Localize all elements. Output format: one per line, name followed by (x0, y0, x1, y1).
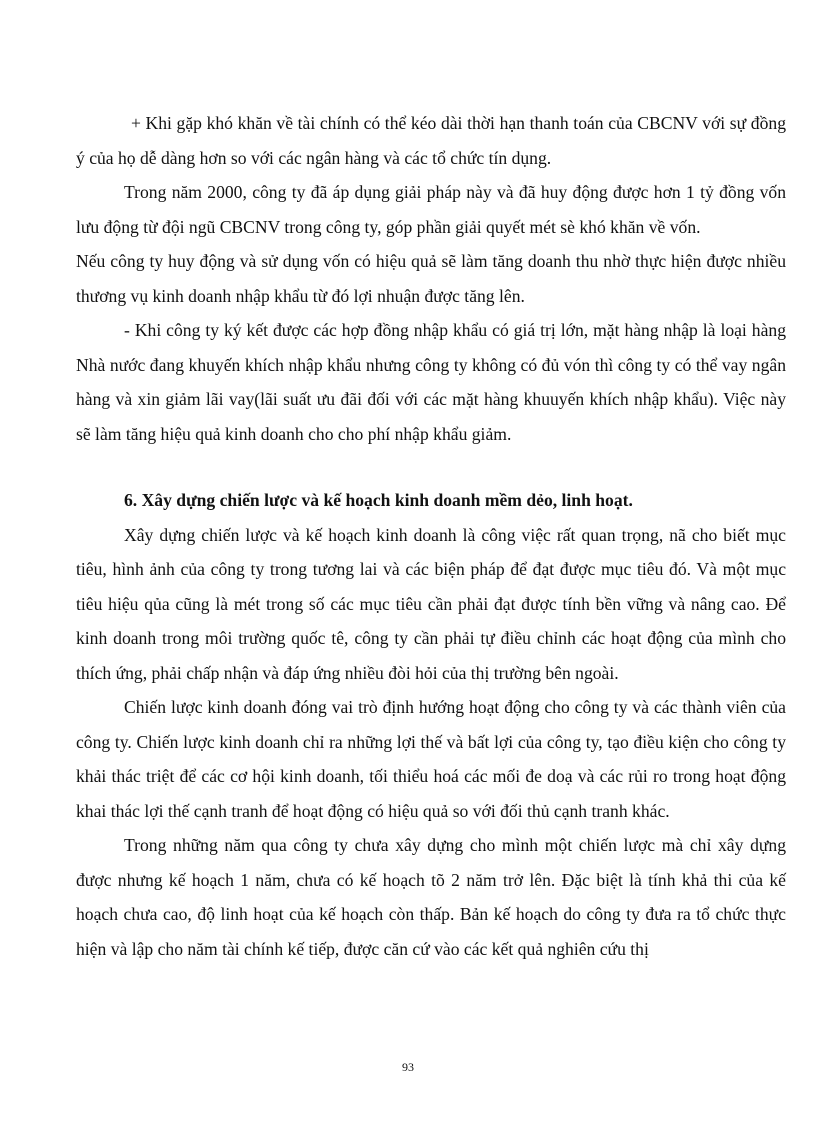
paragraph-cbcnv-payment: + Khi gặp khó khăn về tài chính có thể kéo dài thời hạn thanh toán của CBCNV với sự đồng ý của họ dễ dàng hơn so với các ngân hàng và các tổ chức tín dụng. (76, 113, 786, 168)
paragraph-strategy-importance: Xây dựng chiến lược và kế hoạch kinh doanh là công việc rất quan trọng, nã cho biết mục tiêu, hình ảnh của công ty trong tương lai và các biện pháp để đạt được mục tiêu đó. Và một mục tiêu hiệu qủa cũng là mét trong số các mục tiêu cần phải đạt được tính bền vững và nâng cao. Để kinh doanh trong môi trường quốc tê, công ty cần phải tự điều chỉnh các hoạt động của mình cho thích ứng, phải chấp nhận và đáp ứng nhiều đòi hỏi của thị trường bên ngoài. (76, 524, 786, 683)
page-number: 93 (402, 1060, 414, 1074)
paragraph-2000-capital: Trong năm 2000, công ty đã áp dụng giải pháp này và đã huy động được hơn 1 tỷ đồng vốn lưu động từ đội ngũ CBCNV trong công ty, góp phần giải quyết mét sè khó khăn về vốn. (76, 182, 786, 237)
paragraph-current-planning: Trong những năm qua công ty chưa xây dựng cho mình một chiến lược mà chỉ xây dựng được nhưng kế hoạch 1 năm, chưa có kế hoạch tõ 2 năm trở lên. Đặc biệt là tính khả thi của kế hoạch chưa cao, độ linh hoạt của kế hoạch còn thấp. Bản kế hoạch do công ty đưa ra tổ chức thực hiện và lập cho năm tài chính kế tiếp, được căn cứ vào các kết quả nghiên cứu thị (76, 835, 786, 959)
paragraph-strategy-role: Chiến lược kinh doanh đóng vai trò định hướng hoạt động cho công ty và các thành viên của công ty. Chiến lược kinh doanh chỉ ra những lợi thế và bất lợi của công ty, tạo điều kiện cho công ty khải thác triệt để các cơ hội kinh doanh, tối thiểu hoá các mối đe doạ và các rủi ro trong hoạt động khai thác lợi thế cạnh tranh để hoạt động có hiệu quả so với đối thủ cạnh tranh khác. (76, 697, 786, 821)
paragraph-capital-efficiency: Nếu công ty huy động và sử dụng vốn có hiệu quả sẽ làm tăng doanh thu nhờ thực hiện được nhiều thương vụ kinh doanh nhập khẩu từ đó lợi nhuận được tăng lên. (76, 251, 786, 306)
body-text (76, 106, 786, 966)
paragraph-bank-loan: - Khi công ty ký kết được các hợp đồng nhập khẩu có giá trị lớn, mặt hàng nhập là loại hàng Nhà nước đang khuyến khích nhập khẩu nhưng công ty không có đủ vón thì công ty có thể vay ngân hàng và xin giảm lãi vay(lãi suất ưu đãi đối với các mặt hàng khuuyến khích nhập khẩu). Việc này sẽ làm tăng hiệu quả kinh doanh cho cho phí nhập khẩu giảm. (76, 320, 786, 444)
section-heading: 6. Xây dựng chiến lược và kế hoạch kinh doanh mềm dẻo, linh hoạt. (124, 490, 633, 510)
